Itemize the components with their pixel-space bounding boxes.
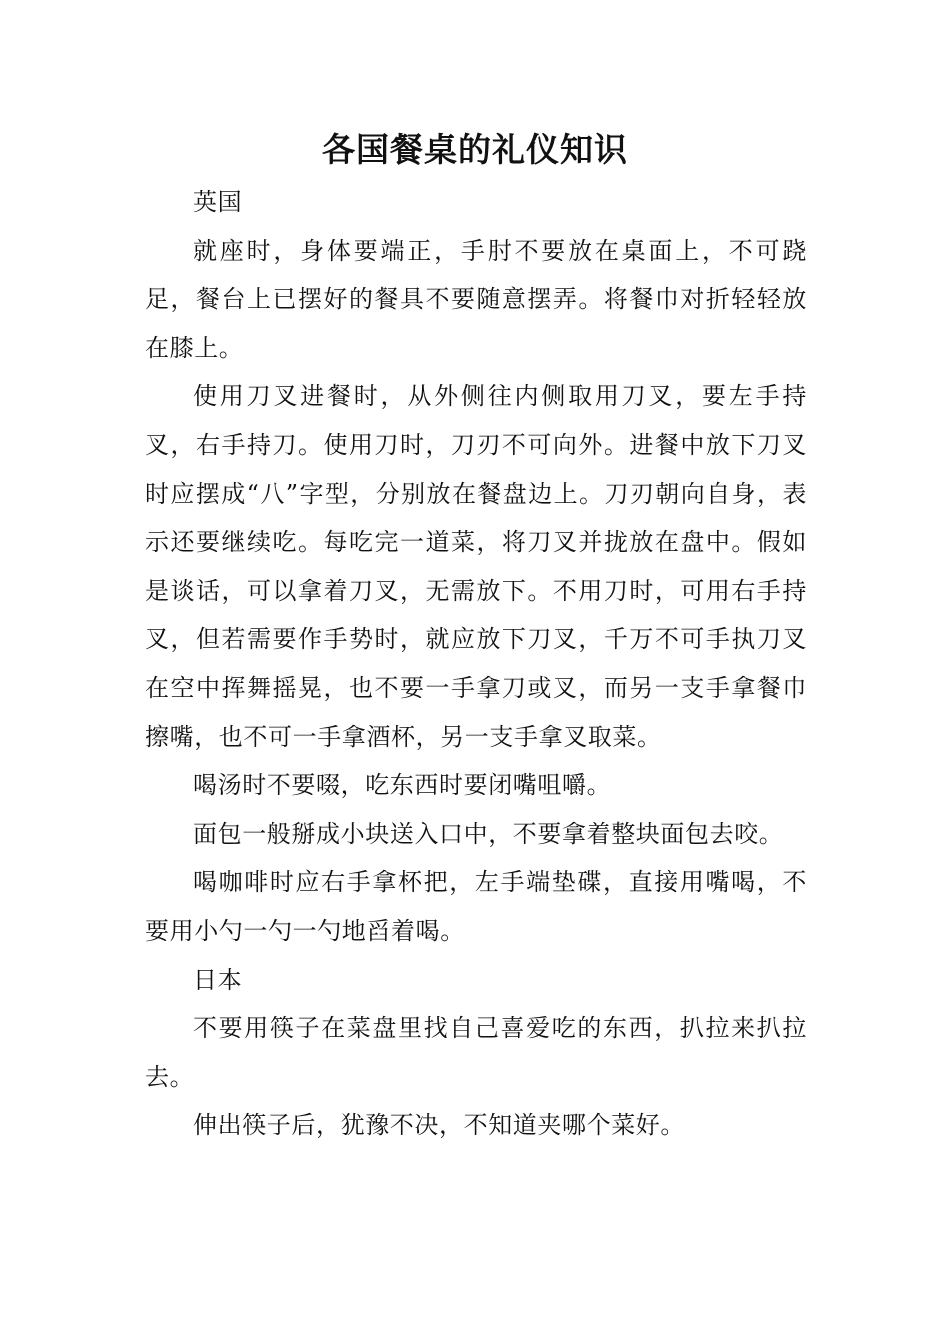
paragraph: 喝咖啡时应右手拿杯把，左手端垫碟，直接用嘴喝，不要用小勺一勺一勺地舀着喝。 bbox=[145, 868, 807, 945]
section-heading-uk: 英国 bbox=[193, 188, 243, 216]
paragraph: 伸出筷子后，犹豫不决，不知道夹哪个菜好。 bbox=[193, 1111, 685, 1140]
document-body bbox=[145, 178, 807, 1150]
paragraph: 就座时，身体要端正，手肘不要放在桌面上，不可跷足，餐台上已摆好的餐具不要随意摆弄。将餐巾对折轻轻放在膝上。 bbox=[145, 236, 807, 362]
paragraph: 喝汤时不要啜，吃东西时要闭嘴咀嚼。 bbox=[193, 771, 612, 800]
paragraph: 使用刀叉进餐时，从外侧往内侧取用刀叉，要左手持叉，右手持刀。使用刀时，刀刃不可向外。进餐中放下刀叉时应摆成“八”字型，分别放在餐盘边上。刀刃朝向自身，表示还要继续吃。每吃完一道菜，将刀叉并拢放在盘中。假如是谈话，可以拿着刀叉，无需放下。不用刀时，可用右手持叉，但若需要作手势时，就应放下刀叉，千万不可手执刀叉在空中挥舞摇晃，也不要一手拿刀或叉，而另一支手拿餐巾擦嘴，也不可一手拿酒杯，另一支手拿叉取菜。 bbox=[145, 382, 807, 751]
paragraph: 不要用筷子在菜盘里找自己喜爱吃的东西，扒拉来扒拉去。 bbox=[145, 1014, 807, 1091]
paragraph: 面包一般掰成小块送入口中，不要拿着整块面包去咬。 bbox=[193, 819, 784, 848]
document-title: 各国餐桌的礼仪知识 bbox=[322, 130, 628, 169]
section-heading-japan: 日本 bbox=[193, 965, 243, 994]
